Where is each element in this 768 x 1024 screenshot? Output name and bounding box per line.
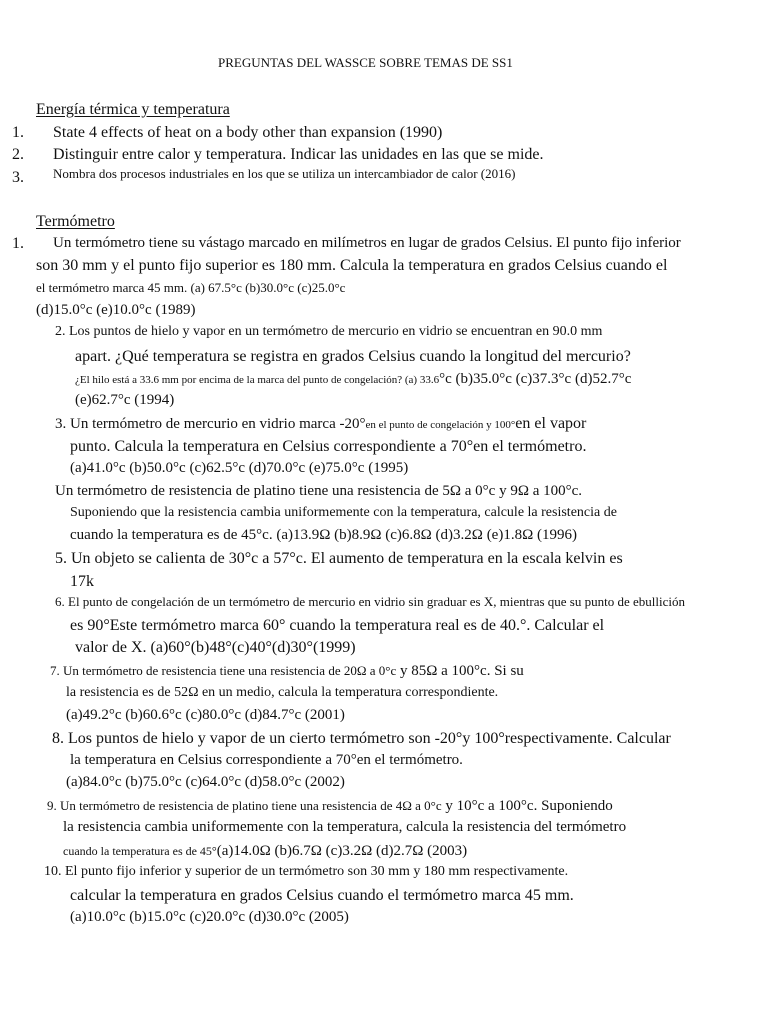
question-text [50, 663, 524, 679]
question-text: 10. El punto fijo inferior y superior de un termómetro son 30 mm y 180 mm respectivamente. [44, 864, 569, 879]
question-text: el termómetro marca 45 mm. (a) 67.5°c (b)30.0°c (c)25.0°c [36, 280, 346, 295]
item-number: 1. [12, 235, 24, 252]
question-text: la resistencia cambia uniformemente con la temperatura, calcula la resistencia del termómetro [63, 819, 627, 835]
question-text-part: 3. Un termómetro de mercurio en vidrio marca -20° [55, 416, 366, 432]
item-number: 2. [12, 146, 24, 163]
question-text-part: cuando la temperatura es de 45° [63, 844, 217, 858]
answer-options: (a)84.0°c (b)75.0°c (c)64.0°c (d)58.0°c (2002) [66, 774, 345, 790]
question-text: State 4 effects of heat on a body other than expansion (1990) [53, 124, 443, 141]
question-text: es 90°Este termómetro marca 60° cuando la temperatura real es de 40.°. Calcular el [70, 617, 605, 634]
question-text: Un termómetro tiene su vástago marcado en milímetros en lugar de grados Celsius. El punto fijo inferior [53, 235, 681, 251]
question-text-part: 7. Un termómetro de resistencia tiene una resistencia de 20Ω a 0°c [50, 663, 397, 678]
page-title: PREGUNTAS DEL WASSCE SOBRE TEMAS DE SS1 [218, 55, 513, 70]
answer-options: valor de X. (a)60°(b)48°(c)40°(d)30°(1999) [75, 639, 356, 656]
question-text: 5. Un objeto se calienta de 30°c a 57°c. El aumento de temperatura en la escala kelvin es [55, 550, 623, 567]
answer-value: 17k [70, 573, 94, 590]
question-text-part: y 10°c a 100°c. Suponiendo [441, 798, 613, 814]
question-text-part: en el vapor [515, 415, 587, 432]
answer-options: (a)49.2°c (b)60.6°c (c)80.0°c (d)84.7°c (2001) [66, 707, 345, 723]
question-text [63, 843, 467, 859]
item-number: 3. [12, 169, 24, 186]
question-text-part: y 85Ω a 100°c. Si su [396, 663, 524, 679]
question-text: Un termómetro de resistencia de platino tiene una resistencia de 5Ω a 0°c y 9Ω a 100°c. [55, 483, 583, 499]
question-text: 6. El punto de congelación de un termómetro de mercurio en vidrio sin graduar es X, mientras que su punto de ebullición [55, 594, 685, 609]
question-text: cuando la temperatura es de 45°c. (a)13.9Ω (b)8.9Ω (c)6.8Ω (d)3.2Ω (e)1.8Ω (1996) [70, 527, 577, 543]
question-text: la temperatura en Celsius correspondiente a 70°en el termómetro. [70, 752, 463, 768]
item-number: 1. [12, 124, 24, 141]
question-text: Nombra dos procesos industriales en los que se utiliza un intercambiador de calor (2016) [53, 166, 516, 181]
question-text: Distinguir entre calor y temperatura. Indicar las unidades en las que se mide. [53, 146, 544, 163]
question-text: son 30 mm y el punto fijo superior es 180 mm. Calcula la temperatura en grados Celsius cuando el [36, 257, 668, 274]
question-text-part: ¿El hilo está a 33.6 mm por encima de la marca del punto de congelación? (a) 33.6 [75, 374, 440, 386]
question-text [75, 371, 631, 387]
answer-options: (a)41.0°c (b)50.0°c (c)62.5°c (d)70.0°c (e)75.0°c (1995) [70, 460, 409, 476]
question-text [55, 416, 586, 432]
answer-options: (a)14.0Ω (b)6.7Ω (c)3.2Ω (d)2.7Ω (2003) [216, 843, 468, 859]
answer-options: (a)10.0°c (b)15.0°c (c)20.0°c (d)30.0°c (2005) [70, 909, 349, 925]
question-text: la resistencia es de 52Ω en un medio, calcula la temperatura correspondiente. [66, 685, 499, 700]
question-text: 8. Los puntos de hielo y vapor de un cierto termómetro son -20°y 100°respectivamente. Calcular [52, 730, 671, 747]
answer-options: (e)62.7°c (1994) [75, 392, 175, 408]
question-text: 2. Los puntos de hielo y vapor en un termómetro de mercurio en vidrio se encuentran en 90.0 mm [55, 324, 603, 339]
question-text: apart. ¿Qué temperatura se registra en grados Celsius cuando la longitud del mercurio? [75, 348, 631, 365]
question-text: punto. Calcula la temperatura en Celsius correspondiente a 70°en el termómetro. [70, 438, 587, 455]
question-text [47, 798, 613, 814]
section-heading-thermal-energy: Energía térmica y temperatura [36, 101, 230, 118]
section-heading-thermometer: Termómetro [36, 213, 115, 230]
question-text-part: en el punto de congelación y 100° [365, 419, 516, 431]
answer-options: (d)15.0°c (e)10.0°c (1989) [36, 302, 196, 318]
question-text-part: 9. Un termómetro de resistencia de platino tiene una resistencia de 4Ω a 0°c [47, 798, 442, 813]
answer-options: °c (b)35.0°c (c)37.3°c (d)52.7°c [439, 371, 632, 387]
question-text: Suponiendo que la resistencia cambia uniformemente con la temperatura, calcule la resistencia de [70, 505, 617, 520]
question-text: calcular la temperatura en grados Celsius cuando el termómetro marca 45 mm. [70, 887, 574, 904]
